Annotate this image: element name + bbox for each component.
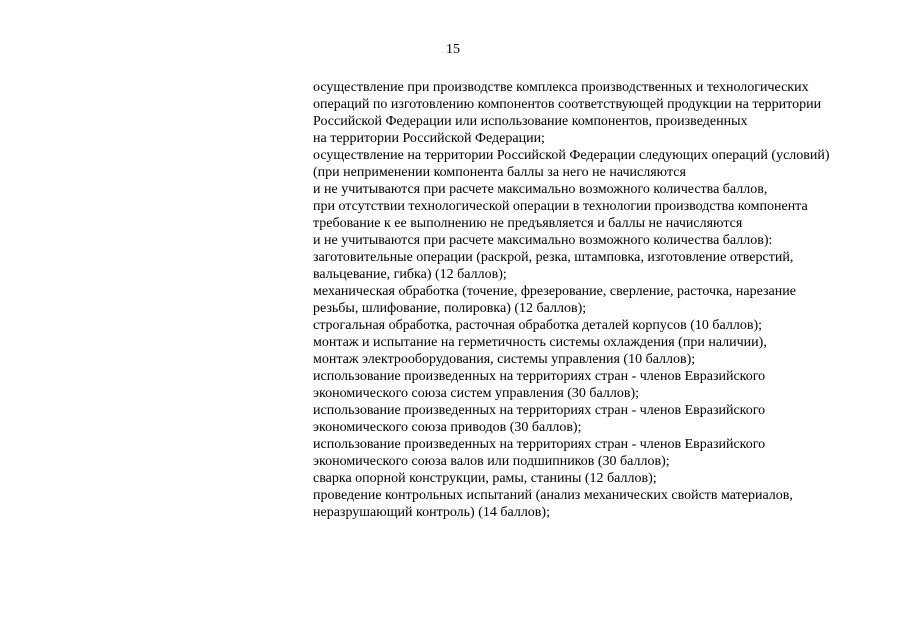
text-line: требование к ее выполнению не предъявляется и баллы не начисляются: [313, 216, 743, 231]
text-line: и не учитываются при расчете максимально возможного количества баллов,: [313, 182, 768, 197]
text-line: монтаж электрооборудования, системы управления (10 баллов);: [313, 352, 696, 367]
text-line: механическая обработка (точение, фрезерование, сверление, расточка, нарезание: [313, 284, 796, 299]
page-number: 15: [446, 42, 460, 57]
text-line: экономического союза валов или подшипников (30 баллов);: [313, 454, 670, 469]
text-line: (при неприменении компонента баллы за него не начисляются: [313, 165, 686, 180]
text-line: Российской Федерации или использование компонентов, произведенных: [313, 114, 748, 129]
text-line: проведение контрольных испытаний (анализ механических свойств материалов,: [313, 488, 793, 503]
text-line: сварка опорной конструкции, рамы, станины (12 баллов);: [313, 471, 657, 486]
text-line: использование произведенных на территориях стран - членов Евразийского: [313, 437, 766, 452]
text-line: строгальная обработка, расточная обработка деталей корпусов (10 баллов);: [313, 318, 762, 333]
text-line: операций по изготовлению компонентов соответствующей продукции на территории: [313, 97, 822, 112]
text-line: осуществление при производстве комплекса производственных и технологических: [313, 80, 809, 95]
text-line: вальцевание, гибка) (12 баллов);: [313, 267, 507, 282]
text-line: заготовительные операции (раскрой, резка, штамповка, изготовление отверстий,: [313, 250, 794, 265]
text-line: экономического союза приводов (30 баллов);: [313, 420, 582, 435]
text-line: на территории Российской Федерации;: [313, 131, 545, 146]
text-line: использование произведенных на территориях стран - членов Евразийского: [313, 369, 766, 384]
text-line: резьбы, шлифование, полировка) (12 баллов);: [313, 301, 587, 316]
text-line: использование произведенных на территориях стран - членов Евразийского: [313, 403, 766, 418]
text-line: монтаж и испытание на герметичность системы охлаждения (при наличии),: [313, 335, 767, 350]
text-line: неразрушающий контроль) (14 баллов);: [313, 505, 550, 520]
text-line: осуществление на территории Российской Федерации следующих операций (условий): [313, 148, 830, 163]
text-line: при отсутствии технологической операции в технологии производства компонента: [313, 199, 808, 214]
text-line: и не учитываются при расчете максимально возможного количества баллов):: [313, 233, 773, 248]
document-body: [313, 79, 898, 521]
text-line: экономического союза систем управления (30 баллов);: [313, 386, 640, 401]
